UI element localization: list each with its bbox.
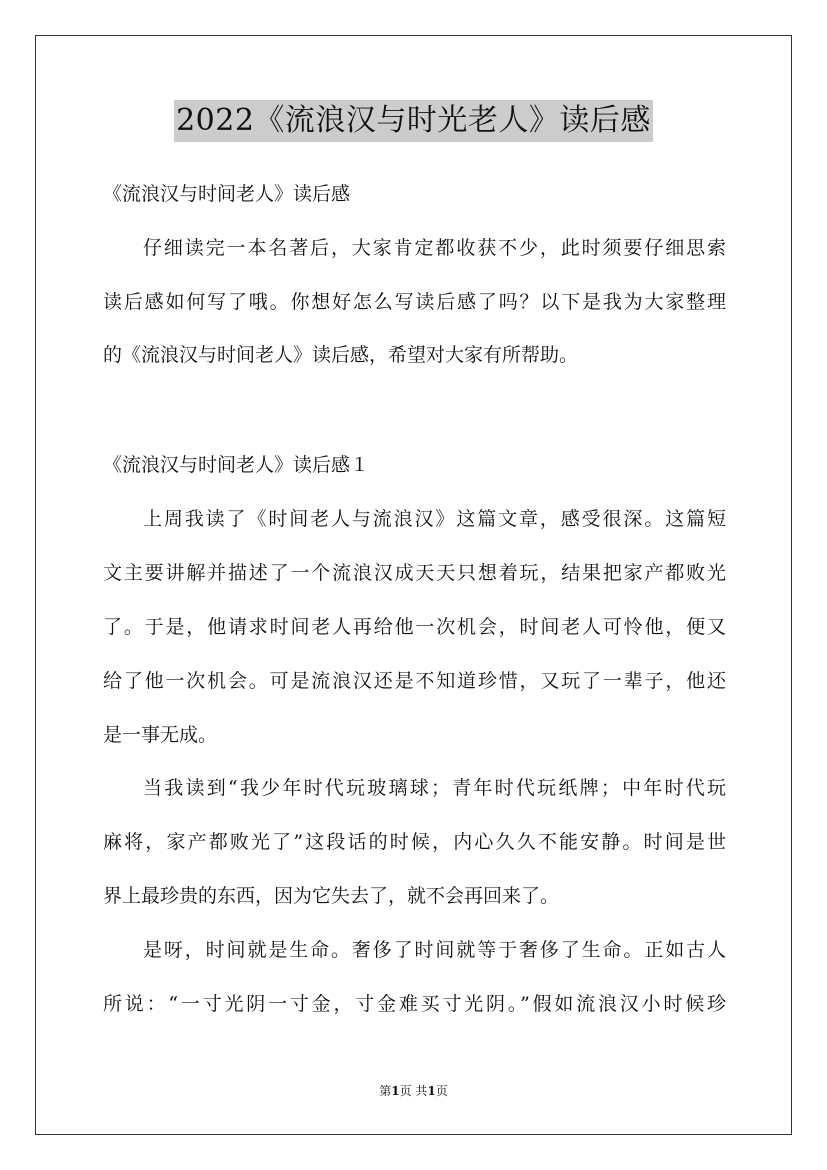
paragraph-line: 文主要讲解并描述了一个流浪汉成天天只想着玩，结果把家产都败光 <box>103 562 726 584</box>
title-block <box>0 100 827 142</box>
paragraph-line: 所说：“一寸光阴一寸金，寸金难买寸光阴。”假如流浪汉小时候珍 <box>103 993 726 1015</box>
subtitle-line: 《流浪汉与时间老人》读后感 <box>103 183 351 205</box>
document-title: 2022《流浪汉与时光老人》读后感 <box>174 100 653 142</box>
paragraph-line: 上周我读了《时间老人与流浪汉》这篇文章，感受很深。这篇短 <box>143 508 726 530</box>
footer-prefix: 第 <box>379 1084 392 1098</box>
footer-page-number: 1 <box>391 1084 400 1098</box>
footer-middle: 页 共 <box>399 1084 428 1098</box>
paragraph-line: 是一事无成。 <box>103 724 218 746</box>
footer-total-pages: 1 <box>427 1084 436 1098</box>
paragraph-line: 了。于是，他请求时间老人再给他一次机会，时间老人可怜他，便又 <box>103 616 726 638</box>
footer-suffix: 页 <box>435 1084 448 1098</box>
intro-line-1: 仔细读完一本名著后，大家肯定都收获不少，此时须要仔细思索 <box>143 237 726 259</box>
intro-line-2: 读后感如何写了哦。你想好怎么写读后感了吗？以下是我为大家整理 <box>103 291 726 313</box>
paragraph-line: 是呀，时间就是生命。奢侈了时间就等于奢侈了生命。正如古人 <box>143 939 726 961</box>
paragraph-line: 麻将，家产都败光了”这段话的时候，内心久久不能安静。时间是世 <box>103 831 726 853</box>
paragraph-line: 界上最珍贵的东西，因为它失去了，就不会再回来了。 <box>103 885 560 907</box>
section-heading: 《流浪汉与时间老人》读后感１ <box>103 454 370 476</box>
page-footer <box>0 1082 827 1100</box>
intro-line-3: 的《流浪汉与时间老人》读后感，希望对大家有所帮助。 <box>103 344 579 366</box>
paragraph-line: 当我读到“我少年时代玩玻璃球；青年时代玩纸牌；中年时代玩 <box>143 777 726 799</box>
paragraph-line: 给了他一次机会。可是流浪汉还是不知道珍惜，又玩了一辈子，他还 <box>103 670 726 692</box>
